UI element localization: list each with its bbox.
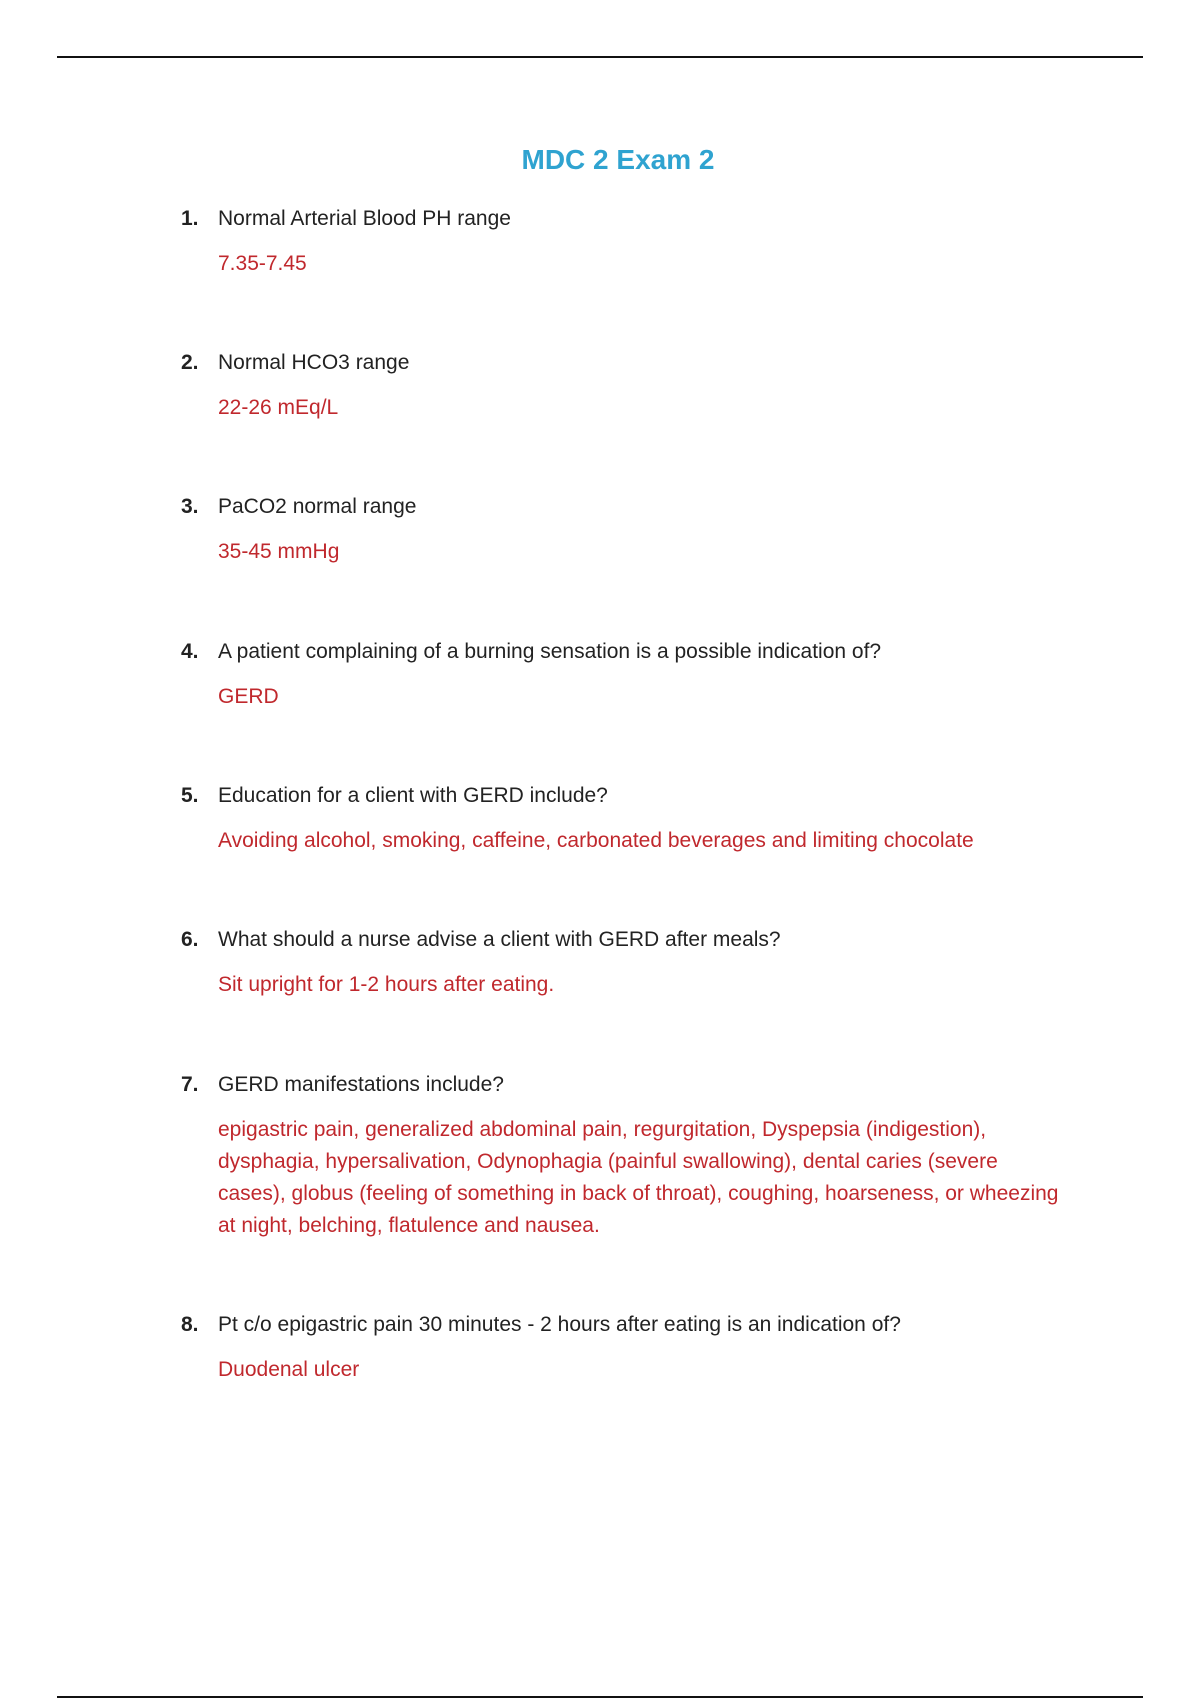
question-text: Pt c/o epigastric pain 30 minutes - 2 hours after eating is an indication of? <box>218 1313 901 1336</box>
qa-item-1 <box>181 204 1061 280</box>
question-text: PaCO2 normal range <box>218 495 417 518</box>
bottom-divider <box>57 1696 1143 1698</box>
qa-item-5 <box>181 781 1061 857</box>
qa-item-8 <box>181 1310 1061 1386</box>
question-text: Normal Arterial Blood PH range <box>218 207 511 230</box>
question-text: A patient complaining of a burning sensation is a possible indication of? <box>218 640 882 663</box>
question-number: 5. <box>181 784 199 807</box>
answer-text: 35-45 mmHg <box>218 540 340 563</box>
top-divider <box>57 56 1143 58</box>
question-text: Normal HCO3 range <box>218 351 410 374</box>
question-number: 4. <box>181 640 199 663</box>
answer-text: GERD <box>218 685 279 708</box>
answer-text: Duodenal ulcer <box>218 1358 360 1381</box>
answer-text: epigastric pain, generalized abdominal pain, regurgitation, Dyspepsia (indigestion), dysphagia, hypersalivation, Odynophagia (painful swallowing), dental caries (severe cases), globus (feeling of something in back of throat), coughing, hoarseness, or wheezing at night, belching, flatulence and nausea. <box>218 1118 1059 1237</box>
answer-text: 22-26 mEq/L <box>218 396 339 419</box>
question-number: 6. <box>181 928 199 951</box>
answer-text: 7.35-7.45 <box>218 252 307 275</box>
qa-item-3 <box>181 492 1061 568</box>
question-number: 1. <box>181 207 199 230</box>
question-number: 8. <box>181 1313 199 1336</box>
qa-item-7 <box>181 1070 1061 1242</box>
question-number: 7. <box>181 1073 199 1096</box>
qa-item-4 <box>181 637 1061 713</box>
document-title: MDC 2 Exam 2 <box>521 144 715 175</box>
answer-text: Avoiding alcohol, smoking, caffeine, carbonated beverages and limiting chocolate <box>218 829 974 852</box>
qa-item-2 <box>181 348 1061 424</box>
qa-item-6 <box>181 925 1061 1001</box>
question-number: 3. <box>181 495 199 518</box>
answer-text: Sit upright for 1-2 hours after eating. <box>218 973 555 996</box>
question-text: GERD manifestations include? <box>218 1073 504 1096</box>
question-number: 2. <box>181 351 199 374</box>
question-text: Education for a client with GERD include? <box>218 784 608 807</box>
question-text: What should a nurse advise a client with GERD after meals? <box>218 928 781 951</box>
